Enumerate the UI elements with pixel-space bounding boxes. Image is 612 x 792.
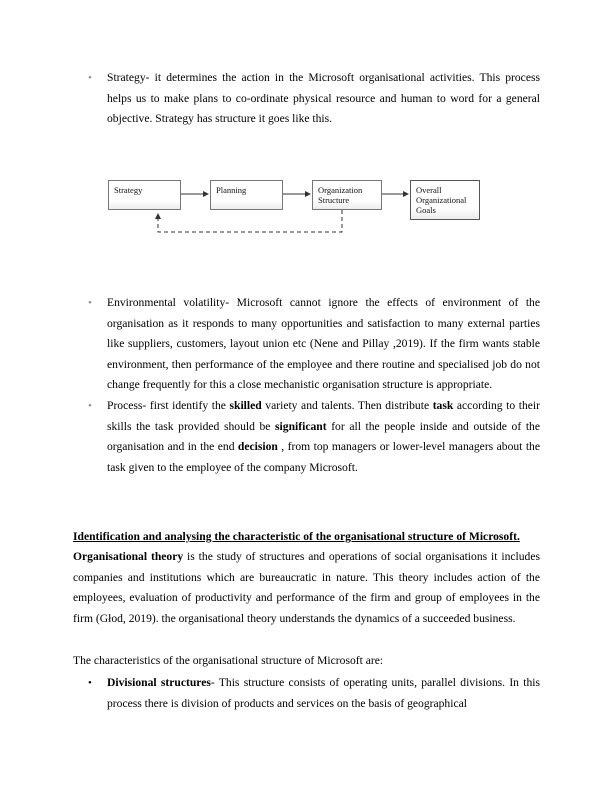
process-text-4: for all the people inside and outside of the organisation and in the end [107, 419, 540, 454]
process-text-3: according to their skills the task provided should be [107, 398, 541, 433]
bullet-environmental-volatility [90, 293, 540, 396]
process-text-1: Process- first identify the [107, 398, 230, 412]
bullet-env-text: Environmental volatility- Microsoft cannot ignore the effects of environment of the organisation as it responds to many opportunities and satisfaction to many external parties like suppliers, customers, layout union etc (Nene and Pillay ,2019). If the firm wants stable environment, then performance of the employee and there routine and specialised job do not change frequently for this a close mechanistic organisation structure is appropriate. [107, 296, 540, 392]
org-theory-paragraph [73, 547, 540, 629]
box-goals-line1: Overall [416, 185, 442, 195]
strategy-flow-diagram [108, 176, 484, 236]
bullet-marker-icon: • [88, 72, 92, 84]
divisional-bold: Divisional structures [107, 676, 211, 689]
bullet-strategy [90, 68, 540, 130]
process-bold-significant: significant [275, 419, 327, 433]
box-strategy [108, 180, 181, 210]
box-planning-line1: Planning [216, 185, 247, 195]
feedback-dashed-arrow [158, 210, 342, 232]
process-text-2: variety and talents. Then distribute [261, 398, 433, 412]
bullet-marker-icon: • [88, 297, 92, 309]
box-overall-goals [410, 180, 480, 220]
box-goals-line3: Goals [416, 205, 436, 215]
box-org-line2: Structure [318, 195, 350, 205]
org-theory-text: is the study of structures and operations of social organisations it includes companies and institutions which are bureaucratic in nature. This theory includes action of the employees, evaluation of productivity and performance of the firm and group of employees in the firm (Głod, 2019). the organisational theory understands the dynamics of a succeeded business. [73, 550, 540, 625]
box-org-line1: Organization [318, 185, 363, 195]
bullet-strategy-text: Strategy- it determines the action in the Microsoft organisational activities. This process helps us to make plans to co-ordinate physical resource and human to word for a general objective. Strategy has structure it goes like this. [107, 71, 540, 126]
box-goals-line2: Organizational [416, 195, 467, 205]
process-bold-decision: decision [237, 440, 278, 454]
characteristics-intro: The characteristics of the organisational structure of Microsoft are: [73, 654, 384, 667]
bullet-marker-icon: • [88, 399, 92, 412]
process-text-5: , from top managers or lower-level managers about the task given to the employee of the company Microsoft. [107, 440, 540, 474]
bullet-divisional-structures [90, 673, 540, 714]
org-theory-bold: Organisational theory [73, 550, 184, 563]
bullet-process [90, 396, 540, 478]
section-heading: Identification and analysing the characteristic of the organisational structure of Microsoft. [73, 530, 520, 543]
bullet-list-env-process [90, 293, 540, 478]
divisional-text: - This structure consists of operating units, parallel divisions. In this process there is division of products and services on the basis of geographical [107, 676, 540, 710]
box-planning [210, 180, 283, 210]
process-bold-task: task [432, 398, 454, 412]
box-strategy-line1: Strategy [114, 185, 143, 195]
bullet-marker-icon: • [88, 677, 92, 689]
box-organization-structure [312, 180, 382, 210]
bullet-list-characteristics [90, 673, 540, 714]
bullet-list-strategy [90, 68, 540, 130]
process-bold-skilled: skilled [229, 398, 262, 412]
